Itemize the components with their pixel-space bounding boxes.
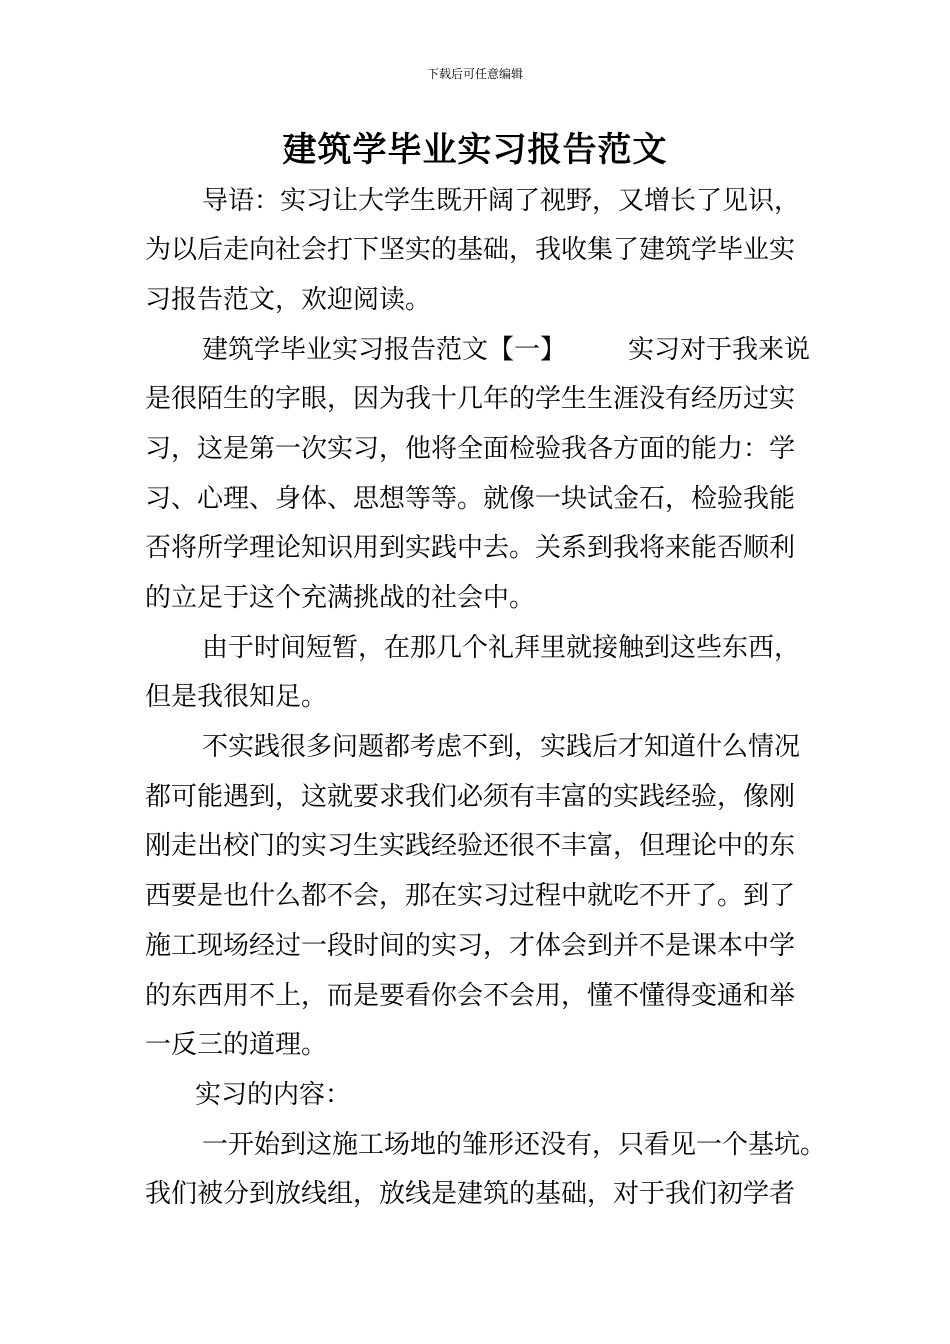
paragraph-line: 导语：实习让大学生既开阔了视野，又增长了见识， [202, 186, 801, 216]
paragraph-line: 的立足于这个充满挑战的社会中。 [145, 583, 536, 613]
paragraph-line: 一反三的道理。 [145, 1030, 328, 1060]
paragraph-line: 西要是也什么都不会，那在实习过程中就吃不开了。到了 [145, 881, 796, 911]
paragraph-line: 的东西用不上，而是要看你会不会用，懂不懂得变通和举 [145, 981, 796, 1011]
paragraph-line: 习、心理、身体、思想等等。就像一块试金石，检验我能 [145, 484, 796, 514]
header-note: 下载后可任意编辑 [426, 67, 523, 81]
paragraph-line: 一开始到这施工场地的雏形还没有，只看见一个基坑。 [202, 1130, 827, 1160]
paragraph-line: 我们被分到放线组，放线是建筑的基础，对于我们初学者 [145, 1179, 796, 1209]
paragraph-line: 刚走出校门的实习生实践经验还很不丰富，但理论中的东 [145, 831, 796, 861]
paragraph-line: 习报告范文，欢迎阅读。 [145, 285, 432, 315]
paragraph-line: 是很陌生的字眼，因为我十几年的学生生涯没有经历过实 [145, 384, 796, 414]
paragraph-line: 都可能遇到，这就要求我们必须有丰富的实践经验，像刚 [145, 782, 796, 812]
paragraph-text: 实习对于我来说 [628, 335, 811, 365]
paragraph-line: 但是我很知足。 [145, 682, 328, 712]
subheading-line: 实习的内容： [195, 1080, 352, 1110]
document-title: 建筑学毕业实习报告范文 [282, 130, 668, 170]
paragraph-line: 施工现场经过一段时间的实习，才体会到并不是课本中学 [145, 931, 796, 961]
paragraph-line: 由于时间短暂，在那几个礼拜里就接触到这些东西， [202, 633, 801, 663]
paragraph-line: 习，这是第一次实习，他将全面检验我各方面的能力：学 [145, 434, 796, 464]
paragraph-line: 为以后走向社会打下坚实的基础，我收集了建筑学毕业实 [145, 235, 796, 265]
section-heading: 建筑学毕业实习报告范文【一】 [202, 335, 567, 365]
paragraph-line: 不实践很多问题都考虑不到，实践后才知道什么情况 [202, 732, 801, 762]
section-heading-line [202, 332, 810, 368]
paragraph-line: 否将所学理论知识用到实践中去。关系到我将来能否顺利 [145, 533, 796, 563]
